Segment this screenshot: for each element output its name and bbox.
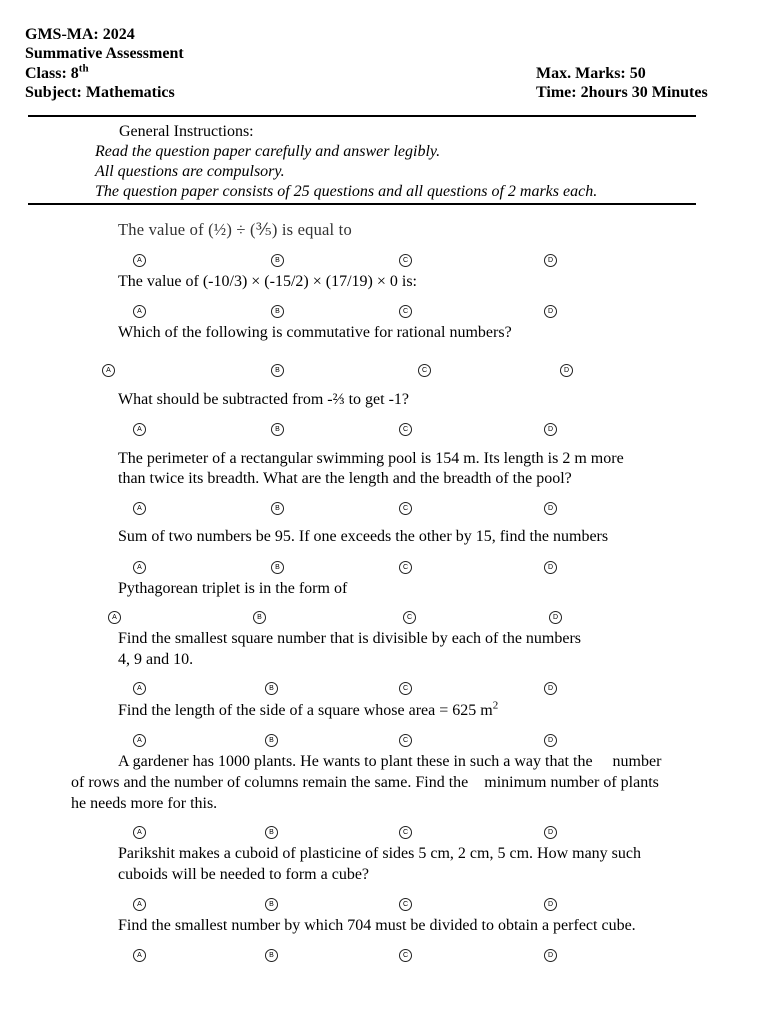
option-b-bubble[interactable]: B <box>265 734 278 747</box>
option-b-bubble[interactable]: B <box>271 364 284 377</box>
question-8: Find the smallest square number that is divisible by each of the numbers <box>118 630 582 647</box>
question-10-line-3: he needs more for this. <box>71 795 218 812</box>
option-d-bubble[interactable]: D <box>544 502 557 515</box>
option-d-bubble[interactable]: D <box>544 254 557 267</box>
option-c-bubble[interactable]: C <box>399 305 412 318</box>
option-d-bubble[interactable]: D <box>544 305 557 318</box>
unit-exponent: 2 <box>492 699 499 712</box>
header-rule <box>28 115 696 117</box>
option-d-bubble[interactable]: D <box>544 682 557 695</box>
time-allowed: Time: 2hours 30 Minutes <box>536 84 708 101</box>
option-d-bubble[interactable]: D <box>544 561 557 574</box>
option-b-bubble[interactable]: B <box>265 682 278 695</box>
option-b-bubble[interactable]: B <box>265 949 278 962</box>
option-d-bubble[interactable]: D <box>544 826 557 839</box>
option-b-bubble[interactable]: B <box>265 898 278 911</box>
option-a-bubble[interactable]: A <box>133 734 146 747</box>
option-b-bubble[interactable]: B <box>271 423 284 436</box>
option-a-bubble[interactable]: A <box>133 826 146 839</box>
option-a-bubble[interactable]: A <box>133 898 146 911</box>
option-a-bubble[interactable]: A <box>108 611 121 624</box>
question-10-line-2: of rows and the number of columns remain the same. Find the minimum number of plants <box>71 774 659 791</box>
class-label <box>25 64 89 83</box>
option-a-bubble[interactable]: A <box>133 423 146 436</box>
question-8-line-2: 4, 9 and 10. <box>118 651 194 668</box>
class-text: Class: 8 <box>25 65 79 82</box>
option-b-bubble[interactable]: B <box>253 611 266 624</box>
question-5-line-2: than twice its breadth. What are the length and the breadth of the pool? <box>118 470 572 487</box>
option-a-bubble[interactable]: A <box>102 364 115 377</box>
option-c-bubble[interactable]: C <box>399 502 412 515</box>
instruction-line: The question paper consists of 25 questions and all questions of 2 marks each. <box>95 183 598 200</box>
option-d-bubble[interactable]: D <box>544 898 557 911</box>
option-c-bubble[interactable]: C <box>399 734 412 747</box>
option-c-bubble[interactable]: C <box>399 826 412 839</box>
option-d-bubble[interactable]: D <box>544 423 557 436</box>
instructions-rule <box>28 203 696 205</box>
option-a-bubble[interactable]: A <box>133 254 146 267</box>
exam-code: GMS-MA: 2024 <box>25 26 135 43</box>
question-9 <box>118 700 498 721</box>
question-4: What should be subtracted from -⅔ to get -1? <box>118 391 410 408</box>
question-11: Parikshit makes a cuboid of plasticine of sides 5 cm, 2 cm, 5 cm. How many such <box>118 845 642 862</box>
option-b-bubble[interactable]: B <box>271 254 284 267</box>
question-7: Pythagorean triplet is in the form of <box>118 580 348 597</box>
max-marks: Max. Marks: 50 <box>536 65 646 82</box>
option-a-bubble[interactable]: A <box>133 561 146 574</box>
option-a-bubble[interactable]: A <box>133 305 146 318</box>
option-d-bubble[interactable]: D <box>560 364 573 377</box>
option-c-bubble[interactable]: C <box>399 949 412 962</box>
question-1: The value of (½) ÷ (⅗) is equal to <box>118 220 352 239</box>
question-2: The value of (-10/3) × (-15/2) × (17/19) × 0 is: <box>118 273 417 290</box>
question-11-line-2: cuboids will be needed to form a cube? <box>118 866 370 883</box>
option-b-bubble[interactable]: B <box>265 826 278 839</box>
class-ordinal: th <box>78 62 89 75</box>
option-c-bubble[interactable]: C <box>399 254 412 267</box>
instruction-line: Read the question paper carefully and answer legibly. <box>95 143 441 160</box>
option-b-bubble[interactable]: B <box>271 502 284 515</box>
option-c-bubble[interactable]: C <box>399 423 412 436</box>
option-a-bubble[interactable]: A <box>133 682 146 695</box>
question-5: The perimeter of a rectangular swimming pool is 154 m. Its length is 2 m more <box>118 450 624 467</box>
option-d-bubble[interactable]: D <box>549 611 562 624</box>
option-d-bubble[interactable]: D <box>544 734 557 747</box>
question-10: A gardener has 1000 plants. He wants to plant these in such a way that the number <box>118 753 662 770</box>
option-c-bubble[interactable]: C <box>403 611 416 624</box>
question-9-text: Find the length of the side of a square whose area = 625 m <box>118 702 493 719</box>
option-c-bubble[interactable]: C <box>418 364 431 377</box>
option-c-bubble[interactable]: C <box>399 898 412 911</box>
option-a-bubble[interactable]: A <box>133 949 146 962</box>
assessment-title: Summative Assessment <box>25 45 184 62</box>
instruction-line: All questions are compulsory. <box>95 163 285 180</box>
option-d-bubble[interactable]: D <box>544 949 557 962</box>
question-3: Which of the following is commutative for rational numbers? <box>118 324 512 341</box>
subject-label: Subject: Mathematics <box>25 84 175 101</box>
question-6: Sum of two numbers be 95. If one exceeds the other by 15, find the numbers <box>118 528 609 545</box>
option-b-bubble[interactable]: B <box>271 305 284 318</box>
instructions-heading: General Instructions: <box>119 123 254 140</box>
option-c-bubble[interactable]: C <box>399 561 412 574</box>
option-a-bubble[interactable]: A <box>133 502 146 515</box>
option-b-bubble[interactable]: B <box>271 561 284 574</box>
question-12: Find the smallest number by which 704 must be divided to obtain a perfect cube. <box>118 917 636 934</box>
option-c-bubble[interactable]: C <box>399 682 412 695</box>
